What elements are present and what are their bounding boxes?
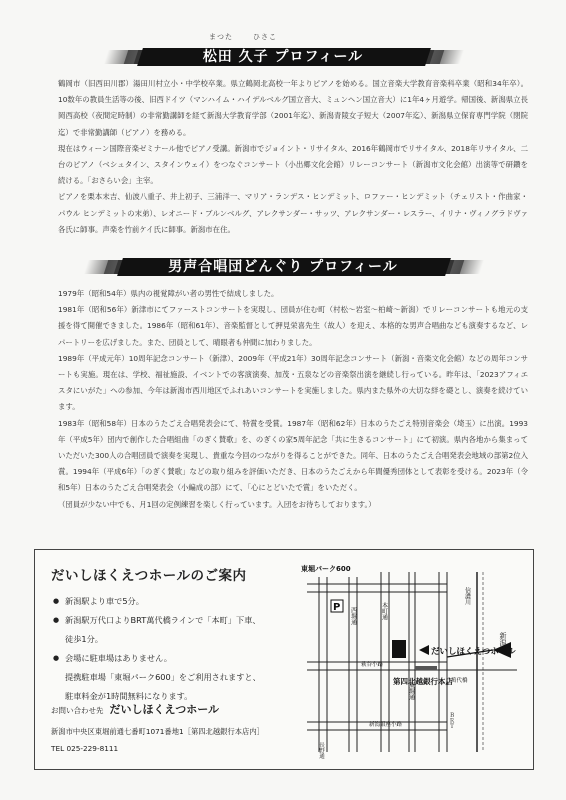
profile-paragraph: ピアノを栗本末吉、仙波八重子、井上初子、三浦洋一、マリア・ランデス・ヒンデミット、ロファー・ヒンデミット（チェリスト・作曲家・パウル ヒンデミットの末弟）、レオニード・ブルンベルグ、アレクサンダー・サッツ、アレクサンダー・レスラー、イリナ・ヴィノグラドヴァ各氏に師事。声楽を竹前ケイ氏に師事。新潟市在住。 <box>58 192 528 234</box>
map-label: 本町通 <box>380 602 388 620</box>
map-label-parking: 東堀パーク600 <box>301 565 351 573</box>
access-item: 提携駐車場「東堀パーク600」をご利用されますと、 <box>65 672 261 682</box>
profile-banner-matsuda <box>0 33 566 68</box>
access-item: ● 新潟駅より車で5分。 <box>53 592 293 611</box>
profile-paragraph: 1989年（平成元年）10周年記念コンサート（新津）、2009年（平成21年）30周年記念コンサート（新潟・音楽文化会館）などの周年コンサートも実施。現在は、学校、福祉施設、イベントでの客演演奏、加茂・五泉などの音楽祭出演を継続し行っている。昨年は、「2023アフィエスタにいがた」への参加、今年は新潟市西川地区でふれあいコンサートを実施しました。県内また県外の大切な絆を礎とし、演奏を続けています。 <box>58 353 528 412</box>
map-label-bank: 第四北越銀行本店 <box>393 677 453 686</box>
access-list <box>53 592 293 706</box>
phone-number[interactable]: TEL 025-229-8111 <box>51 744 119 753</box>
ruby-given: ひさこ <box>253 33 277 41</box>
access-item: 駐車料金が1時間無料になります。 <box>65 691 193 701</box>
map-label: 信濃川 <box>463 587 471 605</box>
profile-title-donguri: 男声合唱団どんぐり プロフィール <box>168 259 398 275</box>
profile-paragraph: 現在はウィーン国際音楽ゼミナール他でピアノ受講。新潟市でジョイント・リサイタル、2016年鶴岡市でリサイタル、2018年リサイタル、二台のピアノ（ベシュタイン、スタインウェイ）をつなぐコンサート（小出郷文化会館）リレーコンサート（新潟市文化会館）出演等で研鑽を続ける。「おさらい会」主宰。 <box>58 143 528 186</box>
profile-banner-donguri <box>0 252 566 278</box>
map-label: 西堀通 <box>349 607 357 625</box>
contact-name: だいしほくえつホール <box>109 703 220 716</box>
ruby-surname: まつた <box>209 33 233 41</box>
access-item: 徒歩1分。 <box>65 634 103 644</box>
map-label: 新潟銀座小路 <box>369 722 403 728</box>
map-label-hall: だいしほくえつホール <box>431 647 516 657</box>
contact-line <box>51 701 219 717</box>
access-item: ● 会場に駐車場はありません。 <box>53 649 293 668</box>
profile-paragraph: 鶴岡市（旧西田川郡）湯田川村立小・中学校卒業。県立鶴岡北高校一年よりピアノを始める。国立音楽大学教育音楽科卒業（昭和34年卒）。10数年の教員生活等の後、旧西ドイツ（マンハイム・ハイデルベルグ国立音大、ミュンヘン国立音大）に1年4ヶ月遊学。帰国後、新潟県立長岡西高校（夜間定時制）の非常勤講師を経て新潟大学教育学部（2001年迄）、新潟青陵女子短大（2007年迄）、新潟県立保育専門学院（閉院迄）で非常勤講師（ピアノ）を務める。 <box>58 79 528 137</box>
access-title: だいしほくえつホールのご案内 <box>51 568 247 584</box>
map-label-station: 新潟駅 <box>499 632 507 653</box>
hall-marker <box>392 640 406 658</box>
profile-text-matsuda <box>58 76 528 238</box>
svg-text:P: P <box>333 602 341 613</box>
address-text: 新潟市中央区東堀前通七番町1071番地1［第四北越銀行本店内］ <box>51 727 264 736</box>
access-item: ● 新潟駅万代口よりBRT萬代橋ラインで「本町」下車、 <box>53 611 293 630</box>
map-label: 東堀通 <box>407 682 415 700</box>
profile-paragraph: 1983年（昭和58年）日本のうたごえ合唱発表会にて、特賞を受賞。1987年（昭和62年）日本のうたごえ特別音楽会（埼玉）に出演。1993年（平成5年）団内で創作した合唱組曲「のぎく賛歌」を、のぎくの家5周年記念「共に生きるコンサート」にて初演。県内各地から集まっていただいた300人の合唱団員で演奏を実現し、貴重な今回のつながりを得ることができた。同年、日本のうたごえ合唱発表会地域の部第2位入賞。1994年（平成6年）「のぎく賛歌」などの取り組みを評価いただき、日本のうたごえから年間優秀団体として表彰を受ける。2023年（令和5年）日本のうたごえ合唱発表会（小編成の部）にて、「心にとどいたで賞」をいただく。 <box>58 418 528 493</box>
map-label: 萬代橋 <box>451 678 468 684</box>
profile-title-matsuda: 松田 久子 プロフィール <box>202 49 364 65</box>
profile-text-donguri <box>58 286 528 513</box>
access-info-box <box>34 549 534 770</box>
map-label: 長野通 <box>318 742 324 759</box>
profile-paragraph: （団員が少ない中でも、月1回の定例練習を楽しく行っています。入団をお待ちしております。） <box>58 499 376 509</box>
address-block <box>51 723 264 757</box>
access-map <box>297 562 523 762</box>
contact-label: お問い合わせ先 <box>51 706 104 715</box>
map-label: 萩谷小路 <box>361 662 384 668</box>
map-svg <box>297 562 523 762</box>
profile-paragraph: 1981年（昭和56年）新津市にてファーストコンサートを実現し、団員が住む町（村松〜岩室〜柏崎〜新潟）でリレーコンサートも地元の支援を得て開催できました。1986年（昭和61年）、音楽監督として押見栄喜先生（故人）を迎え、本格的な男声合唱曲なども演奏するなど、レパートリーを広げました。また、団員として、晴眼者も仲間に加わりました。 <box>58 305 528 347</box>
profile-paragraph: 1979年（昭和54年）県内の視覚障がい者の男性で結成しました。 <box>58 289 279 298</box>
map-label: ＢＲＴ <box>448 712 454 729</box>
